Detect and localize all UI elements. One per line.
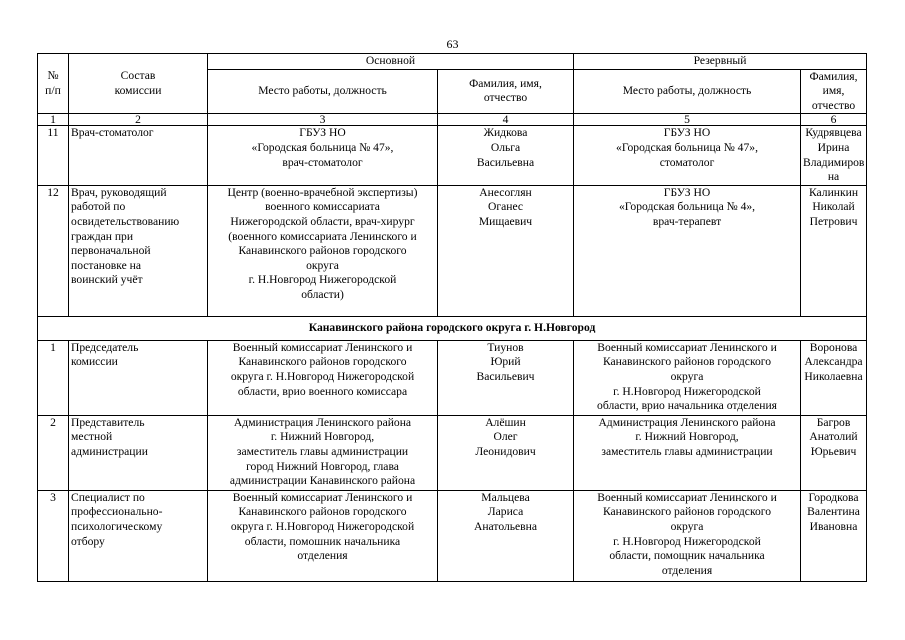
row-workplace-main: Администрация Ленинского района г. Нижний Новгород, заместитель главы администрации город Нижний Новгород, глава администрации Канавинского района (208, 415, 438, 490)
row-workplace-main: Военный комиссариат Ленинского и Канавинского районов городского округа г. Н.Новгород Нижегородской области, помошник начальника отделения (208, 490, 438, 581)
row-workplace-main: ГБУЗ НО «Городская больница № 47», врач-стоматолог (208, 126, 438, 185)
header-reserve: Резервный (574, 54, 867, 70)
header-fio-reserve: Фамилия, имя, отчество (801, 69, 867, 114)
column-number: 6 (801, 114, 867, 126)
table-row (38, 490, 867, 581)
column-number: 1 (38, 114, 69, 126)
row-role: Врач, руководящий работой по освидетельствованию граждан при первоначальной постановке на воинский учёт (69, 185, 208, 316)
header-workplace-main: Место работы, должность (208, 69, 438, 114)
row-role: Специалист по профессионально- психологическому отбору (69, 490, 208, 581)
row-number: 3 (38, 490, 69, 581)
page-number: 63 (446, 37, 459, 51)
row-workplace-reserve: ГБУЗ НО «Городская больница № 47», стоматолог (574, 126, 801, 185)
row-role: Председатель комиссии (69, 340, 208, 415)
row-number: 1 (38, 340, 69, 415)
row-fio-reserve: Багров Анатолий Юрьевич (801, 415, 867, 490)
header-num: № п/п (38, 54, 69, 114)
row-number: 2 (38, 415, 69, 490)
row-fio-reserve: Городкова Валентина Ивановна (801, 490, 867, 581)
row-workplace-reserve: Администрация Ленинского района г. Нижний Новгород, заместитель главы администрации (574, 415, 801, 490)
column-numbers-row (38, 114, 867, 126)
row-fio-reserve: Калинкин Николай Петрович (801, 185, 867, 316)
row-role: Врач-стоматолог (69, 126, 208, 185)
row-workplace-reserve: Военный комиссариат Ленинского и Канавинского районов городского округа г. Н.Новгород Нижегородской области, помощник начальника отделения (574, 490, 801, 581)
row-workplace-main: Центр (военно-врачебной экспертизы) военного комиссариата Нижегородской области, врач-хирург (военного комиссариата Ленинского и Канавинского районов городского округа г. Н.Новгород Нижегородской области) (208, 185, 438, 316)
column-number: 2 (69, 114, 208, 126)
row-role: Представитель местной администрации (69, 415, 208, 490)
row-workplace-reserve: ГБУЗ НО «Городская больница № 4», врач-терапевт (574, 185, 801, 316)
header-workplace-reserve: Место работы, должность (574, 69, 801, 114)
table-row (38, 340, 867, 415)
header-main: Основной (208, 54, 574, 70)
header-fio-main: Фамилия, имя, отчество (438, 69, 574, 114)
row-fio-main: Анесоглян Оганес Мищаевич (438, 185, 574, 316)
commission-table (37, 53, 867, 582)
row-fio-reserve: Кудрявцева Ирина Владимиров на (801, 126, 867, 185)
column-number: 4 (438, 114, 574, 126)
row-fio-main: Тиунов Юрий Васильевич (438, 340, 574, 415)
row-workplace-reserve: Военный комиссариат Ленинского и Канавинского районов городского округа г. Н.Новгород Нижегородской области, врио начальника отделения (574, 340, 801, 415)
column-number: 5 (574, 114, 801, 126)
row-fio-reserve: Воронова Александра Николаевна (801, 340, 867, 415)
table-row (38, 126, 867, 185)
row-fio-main: Жидкова Ольга Васильевна (438, 126, 574, 185)
section-title: Канавинского района городского округа г. Н.Новгород (38, 316, 867, 340)
table-row (38, 185, 867, 316)
row-number: 11 (38, 126, 69, 185)
row-number: 12 (38, 185, 69, 316)
header-row-group (38, 54, 867, 70)
header-composition: Состав комиссии (69, 54, 208, 114)
column-number: 3 (208, 114, 438, 126)
row-workplace-main: Военный комиссариат Ленинского и Канавинского районов городского округа г. Н.Новгород Нижегородской области, врио военного комиссара (208, 340, 438, 415)
table-row (38, 415, 867, 490)
section-row (38, 316, 867, 340)
row-fio-main: Мальцева Лариса Анатольевна (438, 490, 574, 581)
row-fio-main: Алёшин Олег Леонидович (438, 415, 574, 490)
